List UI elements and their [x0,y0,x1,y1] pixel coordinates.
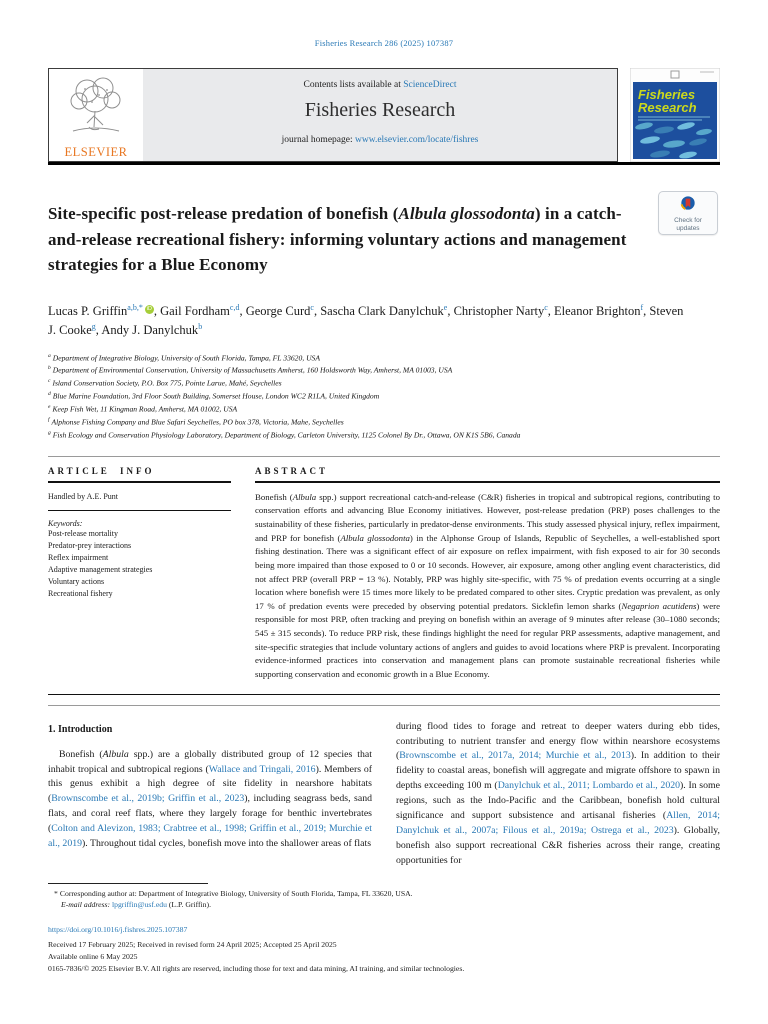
article-info-header-rule [48,481,231,483]
intro-paragraph-left: Bonefish (Albula spp.) are a globally distributed group of 12 species that inhabit tropical and subtropical regions (Wallace and Tringali, 2016). Members of this genus exhibit a high degree of site fidelity in nearshore habitats (Brownscombe et al., 2019b; Griffin et al., 2023), including seagrass beds, sand flats, and coral reef flats, where they largely forage for benthic invertebrates (Colton and Alevizon, 1983; Crabtree et al., 1998; Griffin et al., 2019; Murchie et al., 2019). Throughout tidal cycles, bonefish move into the shallower areas of flats [48,748,373,849]
handled-by: Handled by A.E. Punt [48,491,118,501]
keywords-label: Keywords: [48,518,83,528]
doi-link[interactable]: https://doi.org/10.1016/j.fishres.2025.107387 [48,925,188,935]
elsevier-logo[interactable] [49,69,143,161]
citation-link[interactable]: Wallace and Tringali, 2016 [208,763,316,775]
issn-copyright: 0165-7836/© 2025 Elsevier B.V. All rights are reserved, including those for text and data mining, AI training, and similar technologies. [48,964,465,974]
abstract-column [255,466,720,681]
journal-cover-thumbnail[interactable] [630,68,720,162]
author-affil-sup: a,b,* [127,302,143,312]
contents-line [143,80,617,90]
affiliation-row: $^c$ Island Conservation Society, P.O. Box 775, Pointe Larue, Mahé, Seychelles [48,378,282,388]
affiliation-list [48,352,720,442]
author-sdanylchuk[interactable]: Sascha Clark Danylchuk$^e$ , [320,304,453,318]
doi-line [48,924,720,936]
author-narty[interactable]: Christopher Narty$^c$ , [454,304,554,318]
masthead-box [48,68,618,162]
article-title [48,201,646,278]
author-affil-sup: e [443,302,448,312]
title-block [48,201,720,278]
cover-title-1: Fisheries [638,87,696,102]
title-species-italic: Albula glossodonta [398,204,535,223]
email-link[interactable]: lpgriffin@usf.edu [111,900,167,910]
cover-title-2: Research [638,100,697,115]
affiliation-row: $^b$ Department of Environmental Conservation, University of Massachusetts Amherst, 160 Holdsworth Way, Amherst, MA 01003, USA [48,365,453,375]
title-post: ) in a catch-and-release recreational fishery: informing voluntary actions and management strategies for a Blue Economy [48,204,627,274]
available-online: Available online 6 May 2025 [48,952,138,962]
block-bottom-rule-2 [48,705,720,706]
masthead-center [143,69,617,161]
orcid-icon[interactable]: iD [146,305,152,312]
author-list [48,302,688,341]
affiliation-row: $^e$ Keep Fish Wet, 11 Kingman Road, Amherst, MA 01002, USA [48,403,238,414]
sciencedirect-link[interactable]: ScienceDirect [403,80,457,90]
affiliation-row: $^a$ Department of Integrative Biology, University of South Florida, Tampa, FL 33620, USA [48,352,320,363]
check-for-updates-badge[interactable] [658,191,718,235]
citation-link[interactable]: Brownscombe et al., 2017a, 2014; Murchie et al., 2013 [399,750,631,762]
author-affil-sup: c [544,302,548,312]
homepage-line [143,135,617,145]
author-fordham[interactable]: Gail Fordham$^{c,d}$ , [160,304,246,318]
citation-link[interactable]: Brownscombe et al., 2019b; Griffin et al., 2023 [51,793,245,805]
keyword: Voluntary actions [48,576,105,586]
journal-name: Fisheries Research [304,99,456,121]
keyword: Post-release mortality [48,528,118,538]
check-badge-label: Check for updates [674,217,702,233]
email-note: E-mail address: lpgriffin@usf.edu (L.P. Griffin). [61,900,212,910]
received-dates: Received 17 February 2025; Received in revised form 24 April 2025; Accepted 25 April 2025 [48,939,337,949]
author-cooke[interactable]: Steven J. Cooke$^g$ , [48,304,683,338]
citation-link[interactable]: Danylchuk et al., 2011; Lombardo et al., 2020 [497,780,681,792]
author-griffin[interactable]: Lucas P. Griffin$^{a,b,*}$ iD , [48,304,160,318]
author-brighton[interactable]: Eleanor Brighton$^f$ , [554,304,649,318]
affiliation-row: $^g$ Fish Ecology and Conservation Physiology Laboratory, Department of Biology, Carleton University, 1125 Colonel By Dr., Ottawa, ON K1S 5B6, Canada [48,429,521,440]
abstract-header: ABSTRACT [255,466,329,477]
elsevier-wordmark: ELSEVIER [64,145,128,159]
keyword: Predator-prey interactions [48,540,132,550]
citation-link[interactable]: Allen, 2014; Danylchuk et al., 2007a; Filous et al., 2019a; Ostrega et al., 2023 [396,809,720,836]
author-affil-sup: g [91,322,96,332]
info-abstract-block [48,456,720,705]
block-bottom-rule-1 [48,694,720,695]
article-info-mid-rule [48,510,231,511]
homepage-link[interactable]: www.elsevier.com/locate/fishres [354,135,479,145]
citation-link[interactable]: Colton and Alevizon, 1983; Crabtree et al., 1998; Griffin et al., 2019; Murchie et al., 2019 [48,823,372,849]
main-text [48,720,720,869]
crossmark-icon [680,198,696,215]
keyword: Adaptive management strategies [48,564,153,574]
footnote-rule [48,883,208,884]
author-curd[interactable]: George Curd$^c$ , [246,304,321,318]
right-column [396,720,720,869]
masthead [48,68,720,162]
footnote-area [48,883,720,912]
running-head-citation: Fisheries Research 286 (2025) 107387 [314,38,454,48]
left-column [48,720,372,869]
elsevier-tree-icon [65,75,127,144]
abstract-text: Bonefish (Albula spp.) support recreational catch-and-release (C&R) fisheries in tropical and subtropical regions, contributing to conservation efforts and advancing Blue Economy initiatives. However, post-release predation (PRP) poses challenges to the sustainability of these fisheries, particularly in predator-dense environments. This study assessed physical injury, reflex impairment, and PRP for bonefish (Albula glossodonta) in the Alphonse Group of Islands, Republic of Seychelles, a well-established sport fishing destination. There was a significant effect of air exposure on reflex impairment, with fish exposed to air for 30 seconds being more impaired than those exposed to 0 or 10 seconds. However, air exposure, among other angling event characteristics, did not affect PRP (overall PRP = 13 %). Notably, PRP was highly site-specific, with 75 % of predation events occurring at a single location where bonefish were 15 times more likely to be predated compared to other sites. Cryptic predation was prevalent, as only 17 % of predation events were preceded by observing potential predators. Sicklefin lemon sharks (Negaprion acutidens) were responsible for most PRP, often tracking and preying on bonefish within an average of 9 minutes after release (30–1080 seconds; 545 ± 315 seconds). To reduce PRP risk, these findings highlight the need for regular PRP assessments, adaptive management, and site-specific strategies that include voluntary actions of anglers and guides to avoid locations where PRP is prevalent. Incorporating evidence-informed practices into conservation and management plans can promote sustainable recreational fisheries while supporting conservation and economic growth in a Blue Economy. [255,491,721,679]
intro-paragraph-right: during flood tides to forage and retreat to deeper waters during ebb tides, contributing to nutrient transfer and energy flow within nearshore ecosystems (Brownscombe et al., 2017a, 2014; Murchie et al., 2013). In addition to their fidelity to coastal areas, bonefish will aggregate and migrate offshore to spawn in depths exceeding 100 m (Danylchuk et al., 2011; Lombardo et al., 2020). In some regions, such as the Indo-Pacific and the Caribbean, bonefish hold cultural significance and support subsistence and artisanal fisheries (Allen, 2014; Danylchuk et al., 2007a; Filous et al., 2019a; Ostrega et al., 2023). Globally, bonefish also support recreational C&R fisheries across their range, creating opportunities for [396,720,720,866]
author-adanylchuk[interactable]: Andy J. Danylchuk$^b$ [101,322,203,338]
author-affil-sup: c,d [229,302,240,312]
article-info-column [48,466,231,681]
contents-prefix: Contents lists available at [303,80,404,90]
masthead-divider [48,162,720,165]
author-affil-sup: f [640,302,644,312]
homepage-label: journal homepage: [281,135,355,145]
publication-details [48,924,720,975]
keyword: Reflex impairment [48,552,109,562]
title-pre: Site-specific post-release predation of bonefish ( [48,204,399,223]
abstract-header-rule [255,481,720,483]
section-heading-introduction: 1. Introduction [48,723,113,735]
affiliation-row: $^f$ Alphonse Fishing Company and Blue Safari Seychelles, PO box 378, Victoria, Mahe, Seychelles [48,416,344,427]
article-info-header: ARTICLE INFO [48,466,155,477]
corresponding-author-note: * Corresponding author at: Department of Integrative Biology, University of South Florida, Tampa, FL 33620, USA. [54,888,413,898]
author-affil-sup: c [310,302,314,312]
author-affil-sup: b [198,322,203,332]
keyword: Recreational fishery [48,588,113,598]
affiliation-row: $^d$ Blue Marine Foundation, 3rd Floor South Building, Somerset House, London WC2 R1LA, United Kingdom [48,391,380,401]
